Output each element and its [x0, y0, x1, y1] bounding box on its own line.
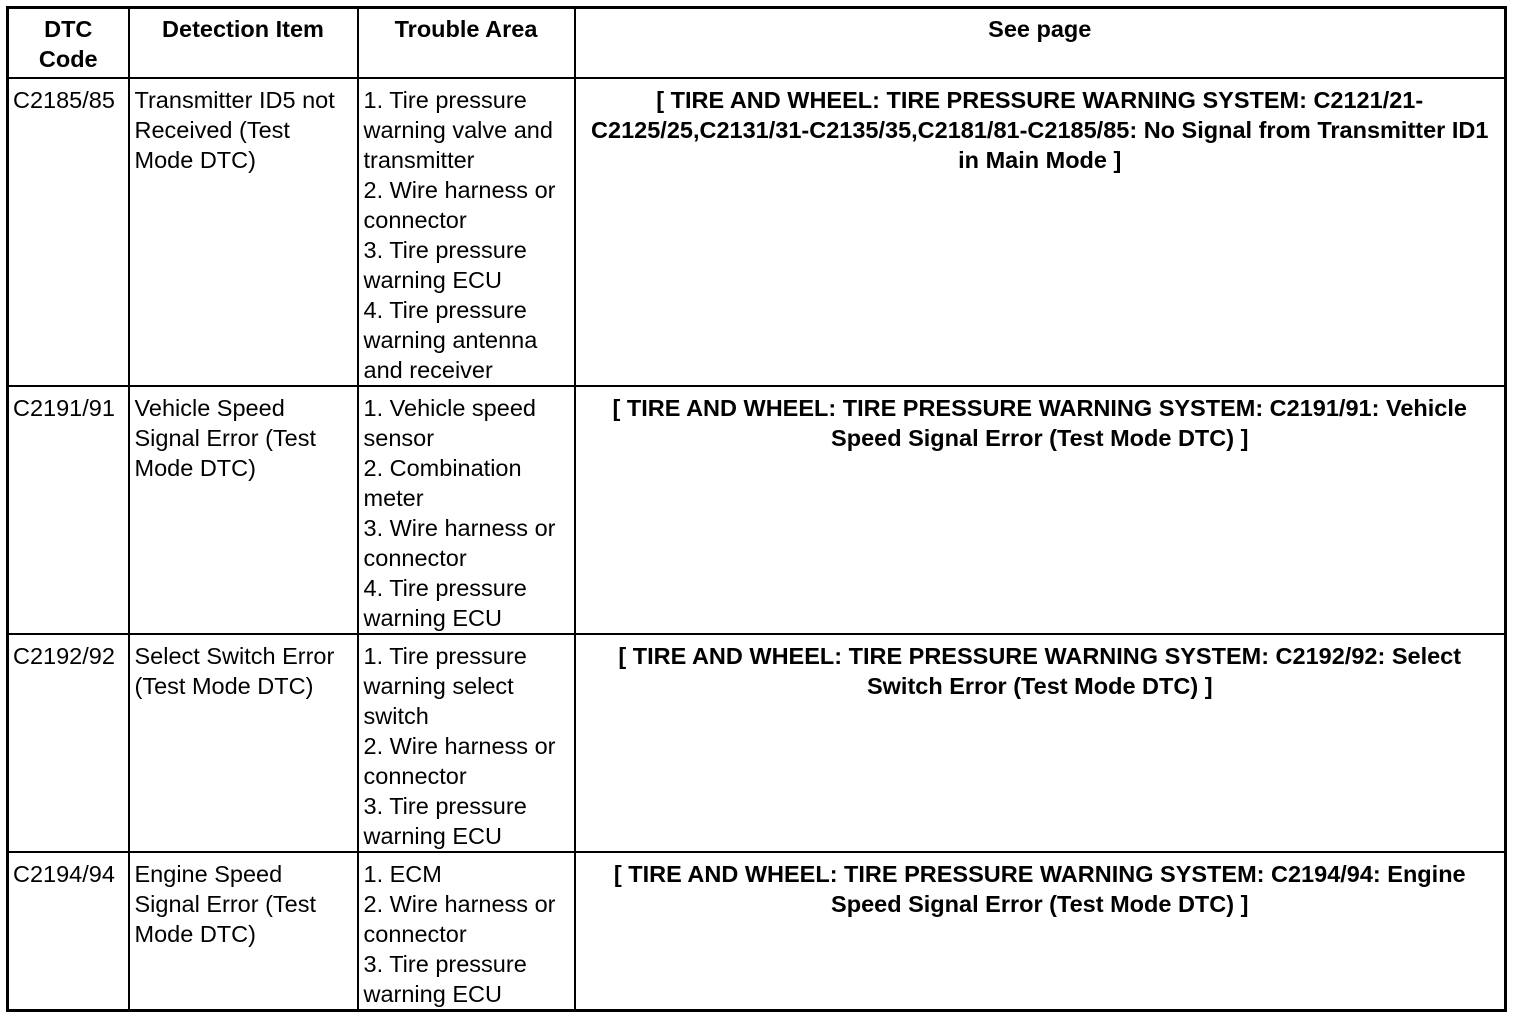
trouble-area-item: 1. Tire pressure warning valve and transmitter — [363, 86, 553, 173]
dtc-code-cell: C2192/92 — [8, 634, 129, 852]
detection-item-cell: Select Switch Error (Test Mode DTC) — [129, 634, 358, 852]
trouble-area-cell — [358, 386, 575, 634]
table-row — [8, 78, 1506, 386]
see-page-link[interactable]: [ TIRE AND WHEEL: TIRE PRESSURE WARNING SYSTEM: C2121/21-C2125/25,C2131/31-C2135/35,C2181/81-C2185/85: No Signal from Transmitter ID1 in Main Mode ] — [575, 78, 1506, 386]
dtc-table — [6, 6, 1507, 1012]
trouble-area-item: 1. ECM — [363, 860, 442, 887]
trouble-area-item: 4. Tire pressure warning antenna and receiver — [363, 296, 538, 383]
trouble-area-item: 4. Tire pressure warning ECU — [363, 574, 527, 631]
trouble-area-item: 3. Tire pressure warning ECU — [363, 792, 527, 849]
trouble-area-item: 1. Vehicle speed sensor — [363, 394, 536, 451]
trouble-area-item: 2. Combination meter — [363, 454, 522, 511]
table-row — [8, 852, 1506, 1011]
trouble-area-item: 2. Wire harness or connector — [363, 732, 556, 789]
table-header-row — [8, 8, 1506, 78]
trouble-area-item: 2. Wire harness or connector — [363, 176, 556, 233]
trouble-area-item: 2. Wire harness or connector — [363, 890, 556, 947]
dtc-code-cell: C2191/91 — [8, 386, 129, 634]
trouble-area-item: 1. Tire pressure warning select switch — [363, 642, 527, 729]
trouble-area-cell — [358, 852, 575, 1011]
detection-item-cell: Vehicle Speed Signal Error (Test Mode DTC) — [129, 386, 358, 634]
table-row — [8, 634, 1506, 852]
trouble-area-cell — [358, 634, 575, 852]
detection-item-cell: Engine Speed Signal Error (Test Mode DTC) — [129, 852, 358, 1011]
table-row — [8, 386, 1506, 634]
see-page-link[interactable]: [ TIRE AND WHEEL: TIRE PRESSURE WARNING SYSTEM: C2191/91: Vehicle Speed Signal Error (Test Mode DTC) ] — [575, 386, 1506, 634]
header-see-page: See page — [575, 8, 1506, 78]
dtc-code-cell: C2194/94 — [8, 852, 129, 1011]
dtc-code-cell: C2185/85 — [8, 78, 129, 386]
header-trouble-area: Trouble Area — [358, 8, 575, 78]
see-page-link[interactable]: [ TIRE AND WHEEL: TIRE PRESSURE WARNING SYSTEM: C2192/92: Select Switch Error (Test Mode DTC) ] — [575, 634, 1506, 852]
header-detection-item: Detection Item — [129, 8, 358, 78]
header-dtc-code: DTC Code — [8, 8, 129, 78]
detection-item-cell: Transmitter ID5 not Received (Test Mode DTC) — [129, 78, 358, 386]
trouble-area-item: 3. Tire pressure warning ECU — [363, 236, 527, 293]
trouble-area-item: 3. Tire pressure warning ECU — [363, 950, 527, 1007]
trouble-area-item: 3. Wire harness or connector — [363, 514, 556, 571]
trouble-area-cell — [358, 78, 575, 386]
see-page-link[interactable]: [ TIRE AND WHEEL: TIRE PRESSURE WARNING SYSTEM: C2194/94: Engine Speed Signal Error (Test Mode DTC) ] — [575, 852, 1506, 1011]
